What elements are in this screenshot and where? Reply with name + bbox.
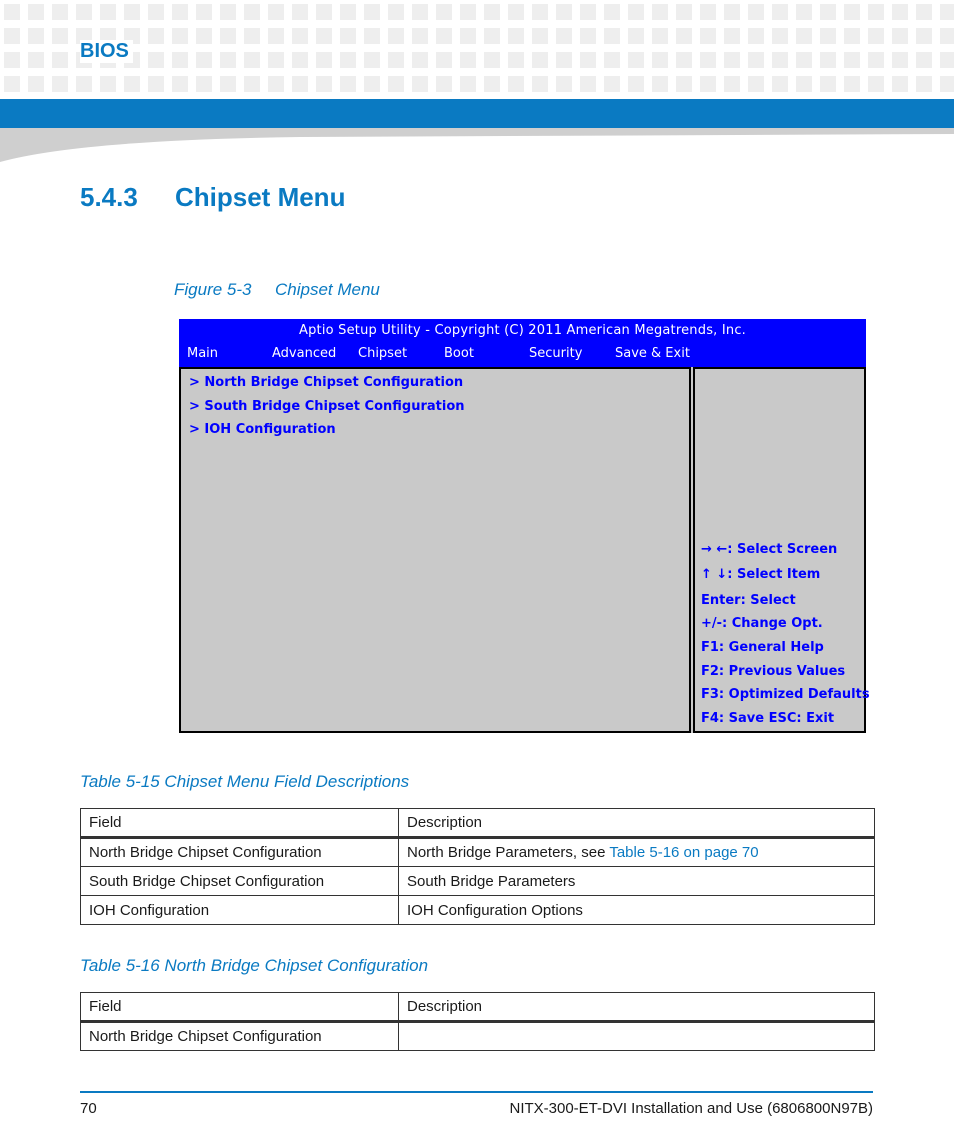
pattern-square — [340, 76, 356, 92]
pattern-square — [172, 28, 188, 44]
cell-field: North Bridge Chipset Configuration — [81, 838, 399, 867]
document-title: NITX-300-ET-DVI Installation and Use (6806800N97B) — [509, 1100, 873, 1117]
pattern-square — [340, 52, 356, 68]
table-row — [81, 896, 875, 925]
pattern-square — [580, 76, 596, 92]
pattern-square — [316, 52, 332, 68]
pattern-square — [172, 76, 188, 92]
table-link[interactable]: Table 5-16 on page 70 — [609, 844, 759, 861]
pattern-square — [532, 76, 548, 92]
pattern-row — [4, 28, 954, 44]
pattern-square — [556, 28, 572, 44]
table-header-row — [81, 809, 875, 838]
pattern-square — [556, 4, 572, 20]
pattern-square — [388, 76, 404, 92]
pattern-square — [268, 28, 284, 44]
bios-screen — [179, 319, 870, 733]
pattern-square — [364, 52, 380, 68]
pattern-square — [892, 28, 908, 44]
cell-field: North Bridge Chipset Configuration — [81, 1022, 399, 1051]
pattern-square — [844, 28, 860, 44]
pattern-square — [940, 4, 954, 20]
pattern-square — [412, 4, 428, 20]
pattern-square — [604, 4, 620, 20]
pattern-square — [484, 28, 500, 44]
pattern-square — [868, 52, 884, 68]
pattern-square — [316, 76, 332, 92]
pattern-square — [508, 28, 524, 44]
pattern-square — [916, 76, 932, 92]
header-cell-field: Field — [81, 809, 399, 838]
help-change-opt: +/-: Change Opt. — [701, 616, 823, 631]
pattern-square — [52, 76, 68, 92]
section-title: Chipset Menu — [175, 182, 346, 212]
pattern-square — [52, 28, 68, 44]
table2 — [80, 992, 875, 1051]
table-row — [81, 838, 875, 867]
pattern-square — [868, 4, 884, 20]
pattern-square — [916, 28, 932, 44]
pattern-square — [268, 4, 284, 20]
pattern-square — [76, 76, 92, 92]
bios-tab-advanced[interactable]: Advanced — [272, 346, 337, 361]
pattern-square — [220, 76, 236, 92]
pattern-square — [220, 28, 236, 44]
pattern-square — [556, 76, 572, 92]
cell-description — [399, 838, 875, 867]
pattern-square — [100, 4, 116, 20]
table-row — [81, 867, 875, 896]
pattern-square — [28, 52, 44, 68]
header-cell-description: Description — [399, 809, 875, 838]
pattern-square — [172, 52, 188, 68]
pattern-square — [484, 52, 500, 68]
pattern-square — [772, 28, 788, 44]
pattern-square — [940, 52, 954, 68]
pattern-square — [292, 4, 308, 20]
pattern-square — [244, 4, 260, 20]
pattern-row — [4, 52, 954, 68]
cell-description: South Bridge Parameters — [399, 867, 875, 896]
pattern-square — [820, 28, 836, 44]
pattern-square — [244, 28, 260, 44]
pattern-square — [28, 28, 44, 44]
pattern-square — [748, 28, 764, 44]
pattern-square — [772, 76, 788, 92]
pattern-square — [676, 28, 692, 44]
pattern-square — [940, 76, 954, 92]
pattern-row — [4, 4, 954, 20]
pattern-square — [196, 4, 212, 20]
pattern-square — [532, 4, 548, 20]
header-cell-description: Description — [399, 993, 875, 1022]
pattern-square — [940, 28, 954, 44]
pattern-square — [4, 28, 20, 44]
help-select-screen: → ←: Select Screen — [701, 542, 838, 557]
bios-item-north-bridge[interactable]: > North Bridge Chipset Configuration — [189, 375, 464, 390]
pattern-square — [4, 52, 20, 68]
help-select-item: ↑ ↓: Select Item — [701, 567, 821, 582]
figure-label: Figure 5-3 — [174, 280, 252, 299]
bios-help-panel — [693, 367, 870, 733]
pattern-square — [844, 52, 860, 68]
pattern-square — [148, 28, 164, 44]
pattern-square — [652, 4, 668, 20]
help-previous-values: F2: Previous Values — [701, 664, 846, 679]
pattern-square — [412, 52, 428, 68]
desc-text: North Bridge Parameters, see — [407, 844, 610, 861]
pattern-square — [580, 52, 596, 68]
section-heading — [80, 182, 345, 213]
pattern-square — [28, 76, 44, 92]
pattern-square — [412, 76, 428, 92]
pattern-square — [460, 76, 476, 92]
pattern-square — [724, 4, 740, 20]
pattern-square — [508, 52, 524, 68]
pattern-square — [508, 76, 524, 92]
bios-item-ioh[interactable]: > IOH Configuration — [189, 422, 336, 437]
pattern-square — [340, 28, 356, 44]
bios-title: Aptio Setup Utility - Copyright (C) 2011 American Megatrends, Inc. — [299, 323, 746, 338]
figure-caption — [174, 280, 380, 300]
pattern-square — [28, 4, 44, 20]
bios-header — [179, 319, 866, 367]
pattern-square — [388, 4, 404, 20]
pattern-square — [364, 28, 380, 44]
table1 — [80, 808, 875, 925]
pattern-square — [652, 76, 668, 92]
pattern-square — [604, 76, 620, 92]
pattern-square — [316, 4, 332, 20]
figure-title: Chipset Menu — [275, 280, 380, 299]
pattern-square — [796, 28, 812, 44]
pattern-square — [196, 76, 212, 92]
pattern-square — [388, 28, 404, 44]
pattern-square — [244, 76, 260, 92]
pattern-square — [340, 4, 356, 20]
bios-tab-save-exit[interactable]: Save & Exit — [615, 346, 690, 361]
pattern-square — [292, 52, 308, 68]
footer-rule — [80, 1091, 873, 1093]
pattern-square — [460, 52, 476, 68]
cell-description: IOH Configuration Options — [399, 896, 875, 925]
header-pattern — [0, 0, 954, 96]
pattern-square — [4, 4, 20, 20]
section-tag: BIOS — [80, 40, 133, 63]
pattern-square — [580, 28, 596, 44]
pattern-square — [100, 76, 116, 92]
pattern-square — [292, 28, 308, 44]
pattern-square — [628, 28, 644, 44]
pattern-square — [436, 4, 452, 20]
pattern-square — [676, 4, 692, 20]
pattern-square — [124, 4, 140, 20]
pattern-square — [556, 52, 572, 68]
pattern-square — [868, 28, 884, 44]
bios-tab-main[interactable]: Main — [187, 346, 219, 361]
pattern-square — [316, 28, 332, 44]
pattern-square — [676, 76, 692, 92]
pattern-square — [124, 76, 140, 92]
pattern-square — [460, 4, 476, 20]
pattern-square — [700, 4, 716, 20]
section-number: 5.4.3 — [80, 182, 138, 212]
pattern-square — [892, 52, 908, 68]
pattern-square — [220, 4, 236, 20]
pattern-square — [796, 4, 812, 20]
pattern-square — [412, 28, 428, 44]
pattern-square — [772, 52, 788, 68]
pattern-square — [772, 4, 788, 20]
help-save-exit: F4: Save ESC: Exit — [701, 711, 835, 726]
pattern-square — [148, 4, 164, 20]
pattern-square — [676, 52, 692, 68]
pattern-square — [604, 28, 620, 44]
pattern-square — [388, 52, 404, 68]
pattern-square — [892, 4, 908, 20]
pattern-square — [532, 52, 548, 68]
pattern-square — [628, 76, 644, 92]
bios-menu-panel — [179, 367, 691, 733]
pattern-square — [436, 52, 452, 68]
pattern-square — [484, 4, 500, 20]
pattern-square — [52, 4, 68, 20]
pattern-square — [844, 76, 860, 92]
cell-field: IOH Configuration — [81, 896, 399, 925]
pattern-square — [748, 76, 764, 92]
pattern-square — [748, 52, 764, 68]
bios-tab-security[interactable]: Security — [529, 346, 583, 361]
pattern-square — [796, 52, 812, 68]
help-general: F1: General Help — [701, 640, 824, 655]
pattern-square — [724, 52, 740, 68]
pattern-square — [364, 4, 380, 20]
pattern-square — [724, 28, 740, 44]
pattern-square — [364, 76, 380, 92]
header-cell-field: Field — [81, 993, 399, 1022]
table-header-row — [81, 993, 875, 1022]
table2-caption: Table 5-16 North Bridge Chipset Configuration — [80, 956, 429, 975]
pattern-square — [76, 4, 92, 20]
pattern-square — [268, 52, 284, 68]
pattern-square — [700, 76, 716, 92]
pattern-square — [916, 4, 932, 20]
pattern-square — [460, 28, 476, 44]
table-row — [81, 1022, 875, 1051]
bios-tab-chipset[interactable]: Chipset — [358, 346, 408, 361]
pattern-square — [268, 76, 284, 92]
header-band — [0, 99, 954, 128]
pattern-row — [4, 76, 954, 92]
pattern-square — [436, 76, 452, 92]
pattern-square — [148, 52, 164, 68]
pattern-square — [604, 52, 620, 68]
pattern-square — [628, 4, 644, 20]
page-number: 70 — [80, 1100, 97, 1117]
pattern-square — [820, 52, 836, 68]
help-enter-select: Enter: Select — [701, 593, 796, 608]
pattern-square — [748, 4, 764, 20]
pattern-square — [652, 52, 668, 68]
pattern-square — [652, 28, 668, 44]
pattern-square — [220, 52, 236, 68]
pattern-square — [148, 76, 164, 92]
pattern-square — [700, 28, 716, 44]
pattern-square — [868, 76, 884, 92]
pattern-square — [172, 4, 188, 20]
bios-tab-boot[interactable]: Boot — [444, 346, 474, 361]
cell-field: South Bridge Chipset Configuration — [81, 867, 399, 896]
pattern-square — [436, 28, 452, 44]
header-swoosh — [0, 128, 954, 164]
pattern-square — [892, 76, 908, 92]
bios-item-south-bridge[interactable]: > South Bridge Chipset Configuration — [189, 399, 465, 414]
pattern-square — [724, 76, 740, 92]
pattern-square — [820, 76, 836, 92]
pattern-square — [292, 76, 308, 92]
pattern-square — [52, 52, 68, 68]
table1-caption: Table 5-15 Chipset Menu Field Descriptions — [80, 772, 410, 791]
pattern-square — [628, 52, 644, 68]
pattern-square — [508, 4, 524, 20]
pattern-square — [844, 4, 860, 20]
pattern-square — [244, 52, 260, 68]
pattern-square — [196, 52, 212, 68]
pattern-square — [796, 76, 812, 92]
help-optimized-defaults: F3: Optimized Defaults — [701, 687, 870, 702]
pattern-square — [484, 76, 500, 92]
pattern-square — [4, 76, 20, 92]
pattern-square — [820, 4, 836, 20]
pattern-square — [580, 4, 596, 20]
cell-description — [399, 1022, 875, 1051]
pattern-square — [196, 28, 212, 44]
pattern-square — [916, 52, 932, 68]
pattern-square — [532, 28, 548, 44]
pattern-square — [700, 52, 716, 68]
